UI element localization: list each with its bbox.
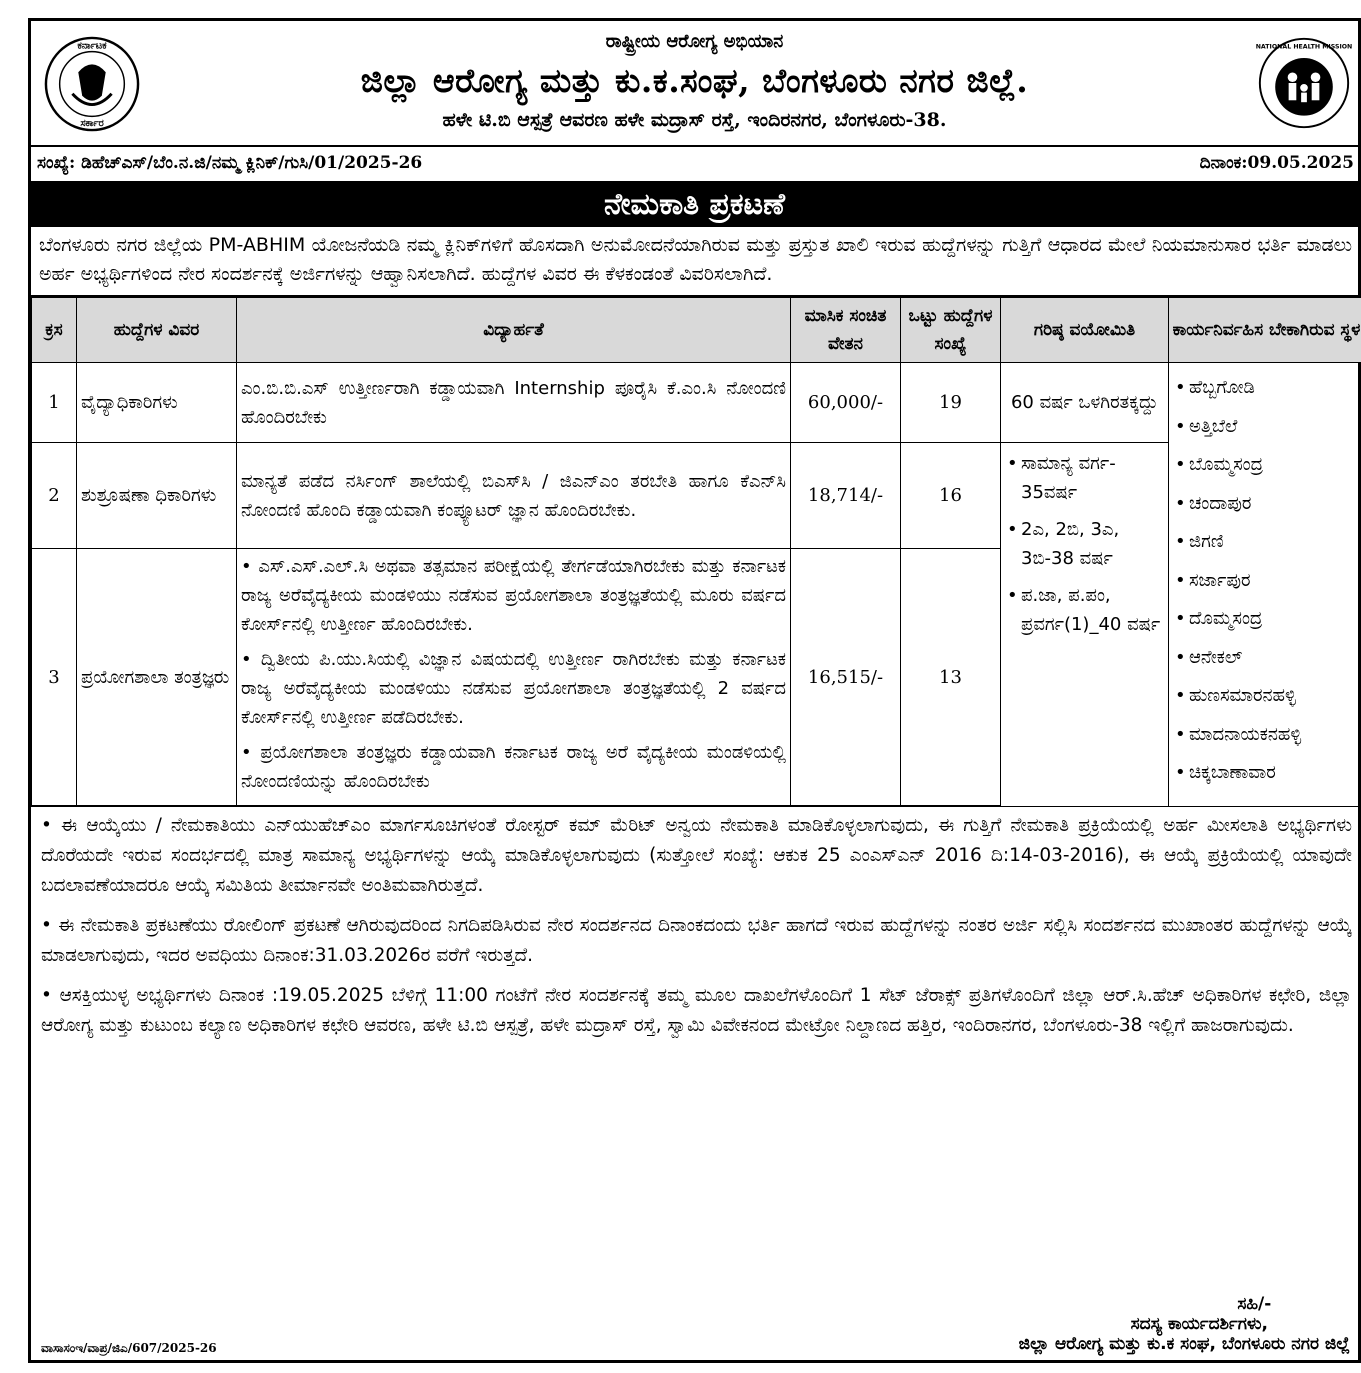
- list-item: • ಚಿಕ್ಕಬಾಣಾವಾರ: [1173, 754, 1360, 793]
- reference-number: ಸಂಖ್ಯೆ: ಡಿಹೆಚ್‌ಎಸ್/ಬೆಂ.ನ.ಜಿ/ನಮ್ಮ ಕ್ಲಿನಿಕ್/ಗುಸಿ/01/2025-26: [37, 153, 423, 173]
- list-item: • ಬೊಮ್ಮಸಂದ್ರ: [1173, 446, 1360, 485]
- qualification-point: • ಪ್ರಯೋಗಶಾಲಾ ತಂತ್ರಜ್ಞರು ಕಡ್ಡಾಯವಾಗಿ ಕರ್ನಾಟಕ ರಾಜ್ಯ ಅರೆ ವೈದ್ಯಕೀಯ ಮಂಡಳಿಯಲ್ಲಿ ನೋಂದಣಿಯನ್ನು ಹೊಂದಿರಬೇಕು: [241, 742, 786, 792]
- emblem-bottom-text: ಸರ್ಕಾರ: [80, 118, 104, 130]
- header-salary: ಮಾಸಿಕ ಸಂಚಿತ ವೇತನ: [791, 298, 901, 363]
- row-count: 16: [901, 443, 1001, 549]
- list-item: • ದೊಮ್ಮಸಂದ್ರ: [1173, 600, 1360, 639]
- signature-office: ಜಿಲ್ಲಾ ಆರೋಗ್ಯ ಮತ್ತು ಕು.ಕ ಸಂಘ, ಬೆಂಗಳೂರು ನಗರ ಜಿಲ್ಲೆ: [1018, 1334, 1350, 1354]
- header-count: ಒಟ್ಟು ಹುದ್ದೆಗಳ ಸಂಖ್ಯೆ: [901, 298, 1001, 363]
- notes-section: [31, 807, 1358, 1041]
- header-post: ಹುದ್ದೆಗಳ ವಿವರ: [77, 298, 237, 363]
- nhm-logo-text: NATIONAL HEALTH MISSION: [1256, 43, 1352, 51]
- row-salary: 16,515/-: [791, 549, 901, 807]
- note-paragraph: • ಈ ಆಯ್ಕೆಯು / ನೇಮಕಾತಿಯು ಎನ್‌ಯುಹೆಚ್‌ಎಂ ಮಾರ್ಗಸೂಚಿಗಳಂತೆ ರೋಸ್ಟರ್ ಕಮ್ ಮೆರಿಟ್ ಅನ್ವಯ ನೇಮಕಾತಿ ಮಾಡಿಕೊಳ್ಳಲಾಗುವುದು, ಈ ಗುತ್ತಿಗೆ ನೇಮಕಾತಿ ಪ್ರಕ್ರಿಯೆಯಲ್ಲಿ ಅರ್ಹ ಮೀಸಲಾತಿ ಅಭ್ಯರ್ಥಿಗಳು ದೊರೆಯದೇ ಇರುವ ಸಂದರ್ಭದಲ್ಲಿ ಮಾತ್ರ ಸಾಮಾನ್ಯ ಅಭ್ಯರ್ಥಿಗಳನ್ನು ಆಯ್ಕೆ ಮಾಡಿಕೊಳ್ಳಲಾಗುವುದು (ಸುತ್ತೋಲೆ ಸಂಖ್ಯೆ: ಆಕುಕ 25 ಎಂಎಸ್‌ಎನ್ 2016 ದಿ:14-03-2016), ಈ ಆಯ್ಕೆ ಪ್ರಕ್ರಿಯೆಯಲ್ಲಿ ಯಾವುದೇ ಬದಲಾವಣೆಯಾದರೂ ಆಯ್ಕೆ ಸಮಿತಿಯ ತೀರ್ಮಾನವೇ ಅಂತಿಮವಾಗಿರುತ್ತದೆ.: [41, 815, 1352, 896]
- notice-date: ದಿನಾಂಕ:09.05.2025: [1199, 153, 1354, 173]
- work-places-cell: [1169, 363, 1361, 807]
- list-item: • ಸರ್ಜಾಪುರ: [1173, 562, 1360, 601]
- notice-page: [28, 18, 1361, 1363]
- list-item: • ಪ.ಜಾ, ಪ.ಪಂ, ಪ್ರವರ್ಗ(1)_40 ವರ್ಷ: [1005, 581, 1164, 639]
- table-row: [32, 363, 1361, 443]
- table-header-row: [32, 298, 1361, 363]
- row-post: ಶುಶ್ರೂಷಣಾ ಧಿಕಾರಿಗಳು: [77, 443, 237, 549]
- table-row: [32, 443, 1361, 549]
- row-sl: 1: [32, 363, 77, 443]
- header-qualification: ವಿದ್ಯಾರ್ಹತೆ: [237, 298, 791, 363]
- posts-table: [31, 297, 1361, 807]
- row-count: 13: [901, 549, 1001, 807]
- mission-name: ರಾಷ್ಟ್ರೀಯ ಆರೋಗ್ಯ ಅಭಿಯಾನ: [605, 31, 784, 52]
- header-sl: ಕ್ರಸ: [32, 298, 77, 363]
- footer-reference: ವಾಸಾಸಂಇ/ವಾಪ್ರ/ಜಿಎ/607/2025-26: [41, 1341, 217, 1355]
- notice-title: ನೇಮಕಾತಿ ಪ್ರಕಟಣೆ: [31, 183, 1358, 227]
- age-limit-list: [1005, 449, 1164, 639]
- emblem-top-text: ಕರ್ನಾಟಕ: [77, 40, 107, 52]
- nhm-logo-icon: [1256, 35, 1352, 131]
- row-count: 19: [901, 363, 1001, 443]
- list-item: • ಆನೇಕಲ್: [1173, 639, 1360, 678]
- reference-row: [31, 147, 1358, 183]
- row-age: 60 ವರ್ಷ ಒಳಗಿರತಕ್ಕದ್ದು: [1001, 363, 1169, 443]
- row-qualification: ಎಂ.ಬಿ.ಬಿ.ಎಸ್ ಉತ್ತೀರ್ಣರಾಗಿ ಕಡ್ಡಾಯವಾಗಿ Internship ಪೂರೈಸಿ ಕೆ.ಎಂ.ಸಿ ನೋಂದಣಿ ಹೊಂದಿರಬೇಕು: [237, 363, 791, 443]
- row-salary: 18,714/-: [791, 443, 901, 549]
- signature-line: ಸಹಿ/-: [1237, 1294, 1272, 1314]
- list-item: • ಚಂದಾಪುರ: [1173, 485, 1360, 524]
- letterhead: [31, 21, 1358, 147]
- row-qualification: ಮಾನ್ಯತೆ ಪಡೆದ ನರ್ಸಿಂಗ್ ಶಾಲೆಯಲ್ಲಿ ಬಿಎಸ್‌ಸಿ / ಜಿಎನ್‌ಎಂ ತರಬೇತಿ ಹಾಗೂ ಕೆಎನ್‌ಸಿ ನೋಂದಣಿ ಹೊಂದಿ ಕಡ್ಡಾಯವಾಗಿ ಕಂಪ್ಯೂಟರ್ ಜ್ಞಾನ ಹೊಂದಿರಬೇಕು.: [237, 443, 791, 549]
- age-limit-cell: [1001, 443, 1169, 807]
- list-item: • 2ಎ, 2ಬಿ, 3ಎ, 3ಬಿ-38 ವರ್ಷ: [1005, 515, 1164, 573]
- organization-address: ಹಳೇ ಟಿ.ಬಿ ಆಸ್ಪತ್ರೆ ಆವರಣ ಹಳೇ ಮದ್ರಾಸ್ ರಸ್ತೆ, ಇಂದಿರನಗರ, ಬೆಂಗಳೂರು-38.: [442, 109, 947, 131]
- list-item: • ಅತ್ತಿಬೆಲೆ: [1173, 408, 1360, 447]
- signature-block: [1019, 1294, 1350, 1354]
- row-sl: 3: [32, 549, 77, 807]
- work-places-list: [1173, 369, 1360, 793]
- list-item: • ಮಾದನಾಯಕನಹಳ್ಳಿ: [1173, 716, 1360, 755]
- row-post: ಪ್ರಯೋಗಶಾಲಾ ತಂತ್ರಜ್ಞರು: [77, 549, 237, 807]
- header-age: ಗರಿಷ್ಠ ವಯೋಮಿತಿ: [1001, 298, 1169, 363]
- note-paragraph: • ಆಸಕ್ತಿಯುಳ್ಳ ಅಭ್ಯರ್ಥಿಗಳು ದಿನಾಂಕ :19.05.2025 ಬೆಳಿಗ್ಗೆ 11:00 ಗಂಟೆಗೆ ನೇರ ಸಂದರ್ಶನಕ್ಕೆ ತಮ್ಮ ಮೂಲ ದಾಖಲೆಗಳೊಂದಿಗೆ 1 ಸೆಟ್ ಜೆರಾಕ್ಸ್ ಪ್ರತಿಗಳೊಂದಿಗೆ ಜಿಲ್ಲಾ ಆರ್.ಸಿ.ಹೆಚ್ ಅಧಿಕಾರಿಗಳ ಕಛೇರಿ, ಜಿಲ್ಲಾ ಆರೋಗ್ಯ ಮತ್ತು ಕುಟುಂಬ ಕಲ್ಯಾಣ ಅಧಿಕಾರಿಗಳ ಕಛೇರಿ ಆವರಣ, ಹಳೇ ಟಿ.ಬಿ ಆಸ್ಪತ್ರೆ, ಹಳೇ ಮದ್ರಾಸ್ ರಸ್ತೆ, ಸ್ವಾಮಿ ವಿವೇಕನಂದ ಮೇಟ್ರೋ ನಿಲ್ದಾಣದ ಹತ್ತಿರ, ಇಂದಿರಾನಗರ, ಬೆಂಗಳೂರು-38 ಇಲ್ಲಿಗೆ ಹಾಜರಾಗುವುದು.: [41, 985, 1352, 1036]
- header-place: ಕಾರ್ಯನಿರ್ವಹಿಸ ಬೇಕಾಗಿರುವ ಸ್ಥಳ: [1169, 298, 1361, 363]
- list-item: • ಹುಣಸಮಾರನಹಳ್ಳಿ: [1173, 677, 1360, 716]
- note-paragraph: • ಈ ನೇಮಕಾತಿ ಪ್ರಕಟಣೆಯು ರೋಲಿಂಗ್ ಪ್ರಕಟಣೆ ಆಗಿರುವುದರಿಂದ ನಿಗದಿಪಡಿಸಿರುವ ನೇರ ಸಂದರ್ಶನದ ದಿನಾಂಕದಂದು ಭರ್ತಿ ಹಾಗದೆ ಇರುವ ಹುದ್ದೆಗಳನ್ನು ನಂತರ ಅರ್ಜಿ ಸಲ್ಲಿಸಿ ಸಂದರ್ಶನದ ಮುಖಾಂತರ ಹುದ್ದೆಗಳನ್ನು ಆಯ್ಕೆ ಮಾಡಲಾಗುವುದು, ಇದರ ಅವಧಿಯು ದಿನಾಂಕ:31.03.2026ರ ವರೆಗೆ ಇರುತ್ತದೆ.: [41, 915, 1352, 966]
- row-qualification: [237, 549, 791, 807]
- row-sl: 2: [32, 443, 77, 549]
- organization-name: ಜಿಲ್ಲಾ ಆರೋಗ್ಯ ಮತ್ತು ಕು.ಕ.ಸಂಘ, ಬೆಂಗಳೂರು ನಗರ ಜಿಲ್ಲೆ.: [360, 61, 1029, 100]
- qualification-point: • ಎಸ್.ಎಸ್.ಎಲ್.ಸಿ ಅಥವಾ ತತ್ಸಮಾನ ಪರೀಕ್ಷೆಯಲ್ಲಿ ತೇರ್ಗಡೆಯಾಗಿರಬೇಕು ಮತ್ತು ಕರ್ನಾಟಕ ರಾಜ್ಯ ಅರೆವೈದ್ಯಕೀಯ ಮಂಡಳಿಯು ನಡೆಸುವ ಪ್ರಯೋಗಶಾಲಾ ತಂತ್ರಜ್ಞತೆಯಲ್ಲಿ ಮೂರು ವರ್ಷದ ಕೋರ್ಸ್‌ನಲ್ಲಿ ಉತ್ತೀರ್ಣ ಹೊಂದಿರಬೇಕು.: [241, 556, 786, 635]
- list-item: • ಹೆಬ್ಬಗೋಡಿ: [1173, 369, 1360, 408]
- list-item: • ಜಿಗಣಿ: [1173, 523, 1360, 562]
- qualification-point: • ದ್ವಿತೀಯ ಪಿ.ಯು.ಸಿಯಲ್ಲಿ ವಿಜ್ಞಾನ ವಿಷಯದಲ್ಲಿ ಉತ್ತೀರ್ಣ ರಾಗಿರಬೇಕು ಮತ್ತು ಕರ್ನಾಟಕ ರಾಜ್ಯ ಅರೆವೈದ್ಯಕೀಯ ಮಂಡಳಿಯು ನಡೆಸುವ ಪ್ರಯೋಗಶಾಲಾ ತಂತ್ರಜ್ಞತೆಯಲ್ಲಿ 2 ವರ್ಷದ ಕೋರ್ಸ್‌ನಲ್ಲಿ ಉತ್ತೀರ್ಣ ಪಡೆದಿರಬೇಕು.: [241, 649, 786, 728]
- list-item: • ಸಾಮಾನ್ಯ ವರ್ಗ- 35ವರ್ಷ: [1005, 449, 1164, 507]
- row-post: ವೈದ್ಯಾಧಿಕಾರಿಗಳು: [77, 363, 237, 443]
- row-salary: 60,000/-: [791, 363, 901, 443]
- signature-designation: ಸದಸ್ಯ ಕಾರ್ಯದರ್ಶಿಗಳು,: [1130, 1314, 1269, 1334]
- intro-paragraph: ಬೆಂಗಳೂರು ನಗರ ಜಿಲ್ಲೆಯ PM-ABHIM ಯೋಜನೆಯಡಿ ನಮ್ಮ ಕ್ಲಿನಿಕ್‌ಗಳಿಗೆ ಹೊಸದಾಗಿ ಅನುಮೋದನೆಯಾಗಿರುವ ಮತ್ತು ಪ್ರಸ್ತುತ ಖಾಲಿ ಇರುವ ಹುದ್ದೆಗಳನ್ನು ಗುತ್ತಿಗೆ ಆಧಾರದ ಮೇಲೆ ನಿಯಮಾನುಸಾರ ಭರ್ತಿ ಮಾಡಲು ಅರ್ಹ ಅಭ್ಯರ್ಥಿಗಳಿಂದ ನೇರ ಸಂದರ್ಶನಕ್ಕೆ ಅರ್ಜಿಗಳನ್ನು ಆಹ್ವಾನಿಸಲಾಗಿದೆ. ಹುದ್ದೆಗಳ ವಿವರ ಈ ಕೆಳಕಂಡಂತೆ ವಿವರಿಸಲಾಗಿದೆ.: [31, 227, 1358, 297]
